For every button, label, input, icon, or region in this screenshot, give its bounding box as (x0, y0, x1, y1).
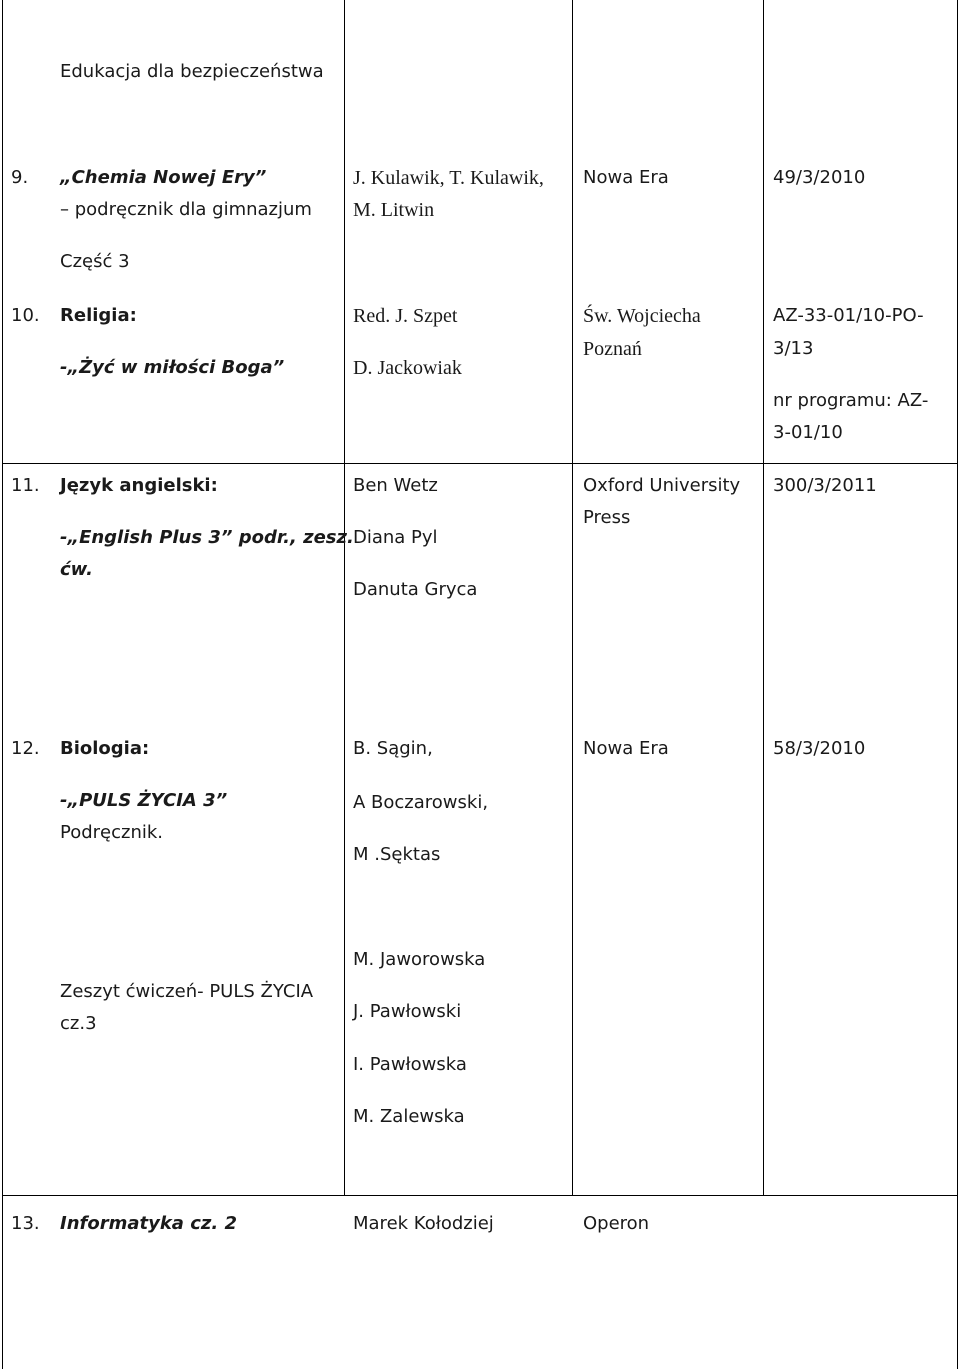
approval-number: 49/3/2010 (773, 167, 866, 188)
table-border-right (957, 0, 958, 1369)
program-number: 3-01/10 (773, 422, 843, 443)
publisher-name: Press (583, 507, 631, 528)
subject-label: Religia: (60, 305, 137, 326)
row-number: 9. (11, 167, 29, 188)
table-border-left (2, 0, 3, 1369)
book-subtitle: – podręcznik dla gimnazjum (60, 199, 312, 220)
approval-number: 300/3/2011 (773, 475, 877, 496)
author-name: Danuta Gryca (353, 579, 478, 600)
row-number: 13. (11, 1213, 40, 1234)
row-number: 10. (11, 305, 40, 326)
book-title: -„English Plus 3” podr., zesz. (60, 527, 354, 548)
author-name: M. Litwin (353, 199, 435, 221)
author-name: D. Jackowiak (353, 357, 462, 379)
subject-label: Język angielski: (60, 475, 218, 496)
book-title: „Chemia Nowej Ery” (60, 167, 267, 188)
author-name: Ben Wetz (353, 475, 438, 496)
approval-number: AZ-33-01/10-PO- (773, 305, 924, 326)
table-column-divider (344, 0, 345, 1195)
table-row-divider (2, 463, 958, 464)
author-name: I. Pawłowska (353, 1054, 467, 1075)
row-number: 11. (11, 475, 40, 496)
author-name: Red. J. Szpet (353, 305, 458, 327)
subject-label: Biologia: (60, 738, 150, 759)
publisher-name: Św. Wojciecha (583, 305, 701, 327)
book-title: -„Żyć w miłości Boga” (60, 357, 285, 378)
author-name: B. Sągin, (353, 738, 433, 759)
table-row-divider (2, 1195, 958, 1196)
publisher-name: Oxford University (583, 475, 741, 496)
author-name: J. Pawłowski (353, 1001, 462, 1022)
book-title: -„PULS ŻYCIA 3” (60, 790, 228, 811)
author-name: M .Sęktas (353, 844, 441, 865)
book-part: Część 3 (60, 251, 130, 272)
workbook-title: Zeszyt ćwiczeń- PULS ŻYCIA (60, 981, 314, 1002)
author-name: Diana Pyl (353, 527, 438, 548)
publisher-name: Nowa Era (583, 167, 669, 188)
table-column-divider (572, 0, 573, 1195)
subject-title: Edukacja dla bezpieczeństwa (60, 61, 324, 82)
book-title: ćw. (60, 559, 93, 580)
author-name: M. Jaworowska (353, 949, 486, 970)
book-title: Informatyka cz. 2 (60, 1213, 237, 1234)
approval-number: 58/3/2010 (773, 738, 866, 759)
workbook-part: cz.3 (60, 1013, 97, 1034)
publisher-name: Operon (583, 1213, 650, 1234)
program-number: nr programu: AZ- (773, 390, 929, 411)
table-column-divider (763, 0, 764, 1195)
publisher-city: Poznań (583, 338, 642, 360)
row-number: 12. (11, 738, 40, 759)
author-name: A Boczarowski, (353, 792, 489, 813)
approval-number: 3/13 (773, 338, 814, 359)
author-name: J. Kulawik, T. Kulawik, (353, 167, 544, 189)
publisher-name: Nowa Era (583, 738, 669, 759)
book-type: Podręcznik. (60, 822, 164, 843)
author-name: M. Zalewska (353, 1106, 465, 1127)
author-name: Marek Kołodziej (353, 1213, 494, 1234)
